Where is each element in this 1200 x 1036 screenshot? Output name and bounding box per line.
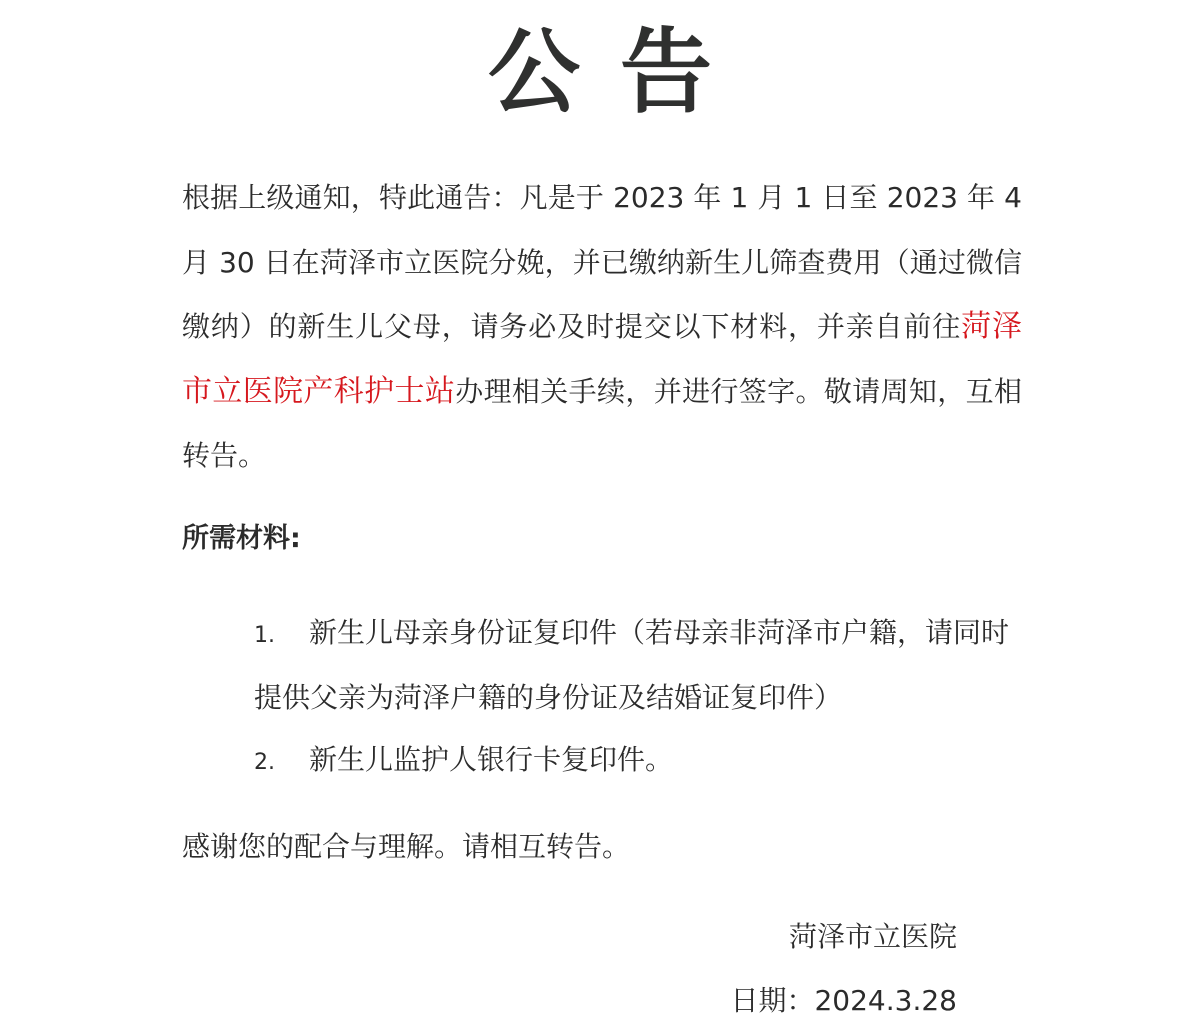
notice-body-paragraph [182, 166, 1022, 489]
date-label: 日期： [730, 984, 815, 1017]
date-line [730, 976, 957, 1026]
list-item-number: 1. [254, 623, 275, 648]
materials-list-item [254, 729, 1024, 794]
notice-title: 公告 [487, 19, 752, 126]
materials-list [254, 602, 1024, 794]
signature-hospital-name: 菏泽市立医院 [788, 920, 957, 953]
list-item-text: 新生儿监护人银行卡复印件。 [309, 743, 674, 776]
materials-heading: 所需材料: [182, 523, 301, 554]
nurse-station-highlight: 菏泽市立医院产科护士站 [182, 309, 1022, 409]
date-value: 2024.3.28 [814, 984, 957, 1017]
list-item-text: 新生儿母亲身份证复印件（若母亲非菏泽市户籍，请同时提供父亲为菏泽户籍的身份证及结婚证复印件） [254, 616, 1010, 714]
thanks-text: 感谢您的配合与理解。请相互转告。 [182, 830, 631, 863]
notice-body-text-part2: 办理相关手续，并进行签字。敬请周知，互相转告。 [182, 374, 1022, 472]
materials-list-item [254, 602, 1024, 729]
list-item-number: 2. [254, 750, 275, 775]
notice-body-text-part1: 根据上级通知，特此通告：凡是于 2023 年 1 月 1 日至 2023 年 4 月 30 日在菏泽市立医院分娩，并已缴纳新生儿筛查费用（通过微信缴纳）的新生儿父母，请务必及时提交以下材料，并亲自前往 [182, 181, 1022, 343]
